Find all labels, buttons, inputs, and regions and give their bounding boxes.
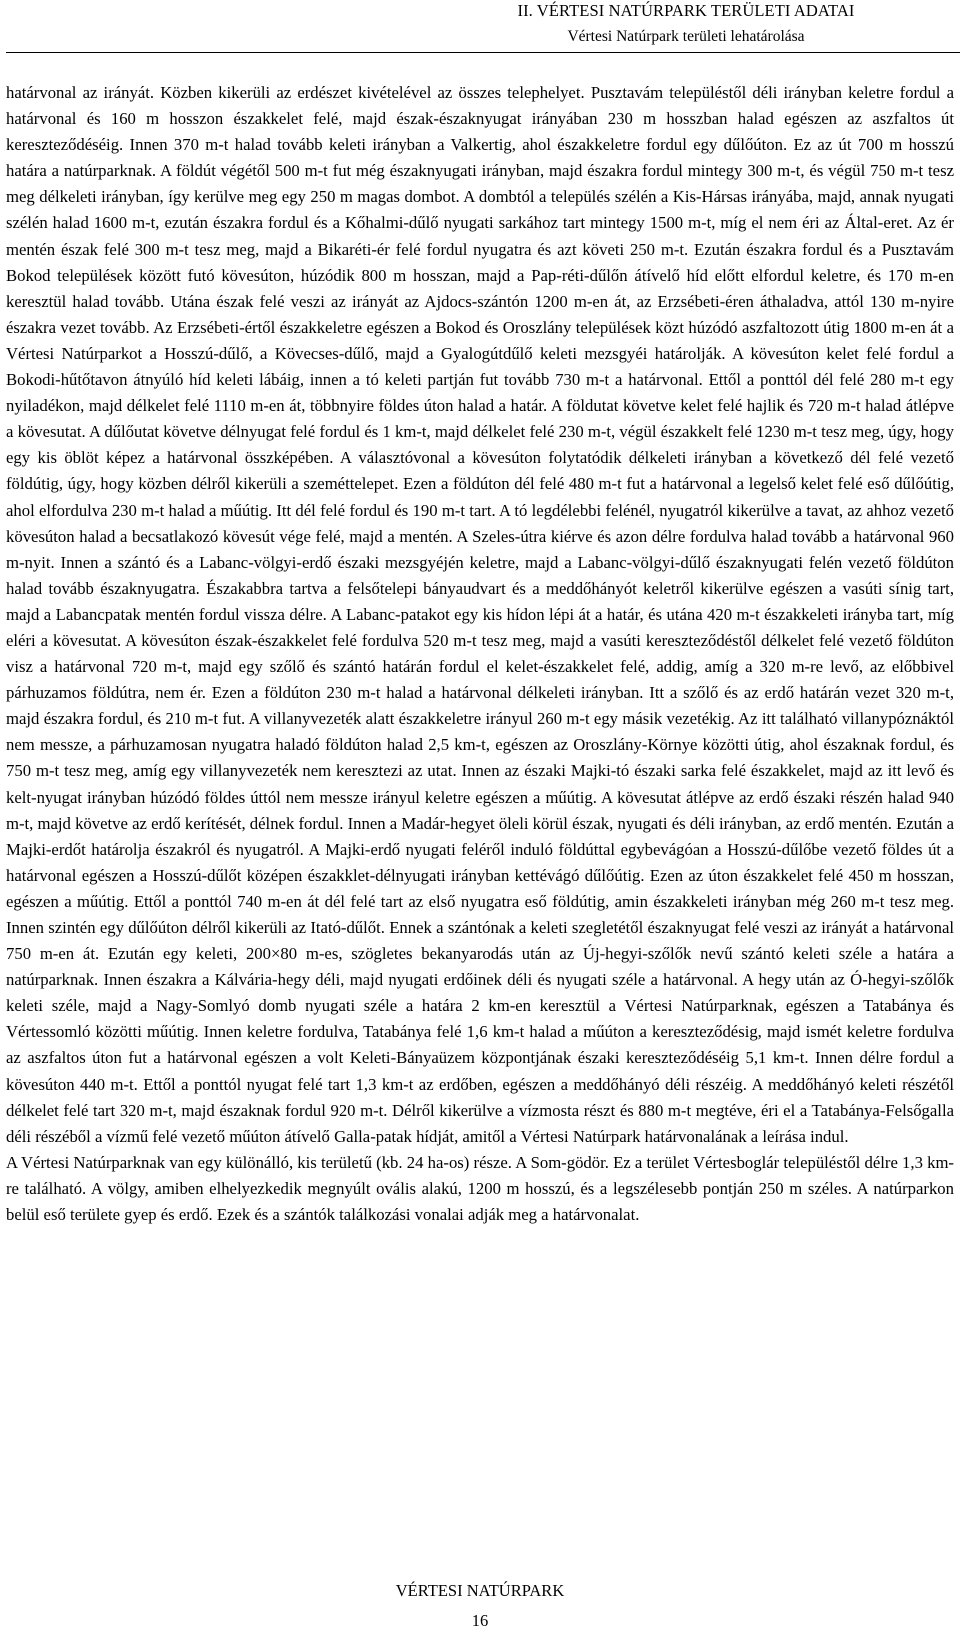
chapter-title: II. VÉRTESI NATÚRPARK TERÜLETI ADATAI xyxy=(517,1,855,20)
section-subtitle: Vértesi Natúrpark területi lehatárolása xyxy=(567,28,805,45)
paragraph-boundary-description: határvonal az irányát. Közben kikerüli az erdészet kivételével az összes telephelyet. Pusztavám településtől déli irányban keletre fordul a határvonal és 160 m hosszon északkelet felé, majd észak-északnyugat irányában 230 m hosszban halad egészen az aszfaltos út kereszteződéséig. Innen 370 m-t halad tovább keleti irányban a Valkertig, ahol északkeletre fordul egy dűlőúton. Ez az út 700 m hosszú határa a natúrparknak. A földút végétől 500 m-t fut még északnyugati irányban, majd északra fordul mintegy 300 m-t, és végül 750 m-t tesz meg délkeleti irányban, így kerülve meg egy 250 m magas dombot. A dombtól a település szélén a Kis-Hársas irányába, majd, annak nyugati szélén halad 1600 m-t, ezután északra fordul és a Kőhalmi-dűlő nyugati sarkához tart mintegy 1500 m-t, míg el nem éri az Által-eret. Az ér mentén észak felé 300 m-t tesz meg, majd a Bikaréti-ér felé fordul nyugatra és azt követi 250 m-t. Ezután északra fordul és a Pusztavám Bokod települések között futó kövesúton, húzódik 800 m hosszan, majd a Pap-réti-dűlőn átívelő híd előtt elfordul keletre, és 170 m-en keresztül halad tovább. Utána észak felé veszi az irányát az Ajdocs-szántón 1200 m-en át, az Erzsébeti-éren áthaladva, attól 130 m-nyire északra vezet tovább. Az Erzsébeti-értől északkeletre egészen a Bokod és Oroszlány települések közt húzódó aszfaltozott útig 1800 m-en át a Vértesi Natúrparkot a Hosszú-dűlő, a Kövecses-dűlő, majd a Gyalogútdűlő keleti mezsgyéi határolják. A kövesúton kelet felé fordul a Bokodi-hűtőtavon átnyúló híd keleti lábáig, innen a tó keleti partján fut tovább 730 m-t a határvonal. Ettől a ponttól dél felé 280 m-t egy nyiladékon, majd délkelet felé 1110 m-en át, többnyire földes úton halad a határ. A földutat követve kelet felé hajlik és 720 m-t halad átlépve a kövesutat. A dűlőutat követve délnyugat felé fordul és 1 km-t, majd délkelet felé 230 m-t, végül északkelt felé 1230 m-t tesz meg, úgy, hogy egy kis öblöt képez a határvonal összképében. A választóvonal a kövesúton folytatódik délkeleti irányban a következő dél felé vezető földútig, úgy, hogy közben délről kikerüli a szeméttelepet. Ezen a földúton dél felé 480 m-t fut a határvonal a legelső kelet felé eső dűlőútig, ahol elfordulva 230 m-t halad a műútig. Itt dél felé fordul és 190 m-t tart. A tó legdélebbi felénél, nyugatról kikerülve a tavat, az ahhoz vezető kövesúton halad a becsatlakozó kövesút vége felé, majd a mentén. A Szeles-útra kiérve és azon délre fordulva halad tovább a határvonal 960 m-nyit. Innen a szántó és a Labanc-völgyi-erdő északi mezsgyéjén keletre, majd a Labanc-völgyi-dűlő északnyugati felén vezető földúton halad tovább északnyugatra. Északabbra tartva a felsőtelepi bányaudvart és a meddőhányót keletről kikerülve egészen a vasúti sínig tart, majd a Labancpatak mentén fordul vissza délre. A Labanc-patakot egy kis hídon lépi át a határ, és utána 420 m-t északkeleti irányba tart, míg eléri a kövesutat. A kövesúton észak-északkelet felé fordulva 520 m-t tesz meg, majd a vasúti kereszteződéstől délkelet felé vezető földúton visz a határvonal 720 m-t, majd egy szőlő és szántó határán fordul el kelet-északkelet felé, addig, amíg a 320 m-re levő, az előbbivel párhuzamos földútra, nem ér. Ezen a földúton 230 m-t halad a határvonal délkeleti irányban. Itt a szőlő és az erdő határán vezet 320 m-t, majd északra fordul, és 210 m-t fut. A villanyvezeték alatt északkeletre irányul 260 m-t egy másik vezetékig. Az itt található villanypóznáktól nem messze, a párhuzamosan nyugatra haladó földúton halad 2,5 km-t, egészen az Oroszlány-Környe közötti útig, ahol északnak fordul, és 750 m-t tesz meg, amíg egy villanyvezeték nem keresztezi az utat. Innen az északi Majki-tó északi sarka felé északkelet, majd az itt levő és kelt-nyugat irányban húzódó földes úttól nem messze irányul keletre egészen a műútig. A kövesutat átlépve az erdő északi részén halad 940 m-t, majd követve az erdő kerítését, délnek fordul. Innen a Madár-hegyet öleli körül észak, nyugati és déli irányban, az erdő mentén. Ezután a Majki-erdőt határolja északról és nyugatról. A Majki-erdő nyugati feléről induló földúttal egybevágóan a Hosszú-dűlőbe vezető földes út a határvonal egészen a Hosszú-dűlőt középen északklet-délnyugati irányban kettévágó dűlőútig. Ezen az úton északkelet felé 450 m hosszan, egészen a műútig. Ettől a ponttól 740 m-en át dél felé tart az első nyugatra eső földútig, amin északkeleti irányban még 260 m-t tesz meg. Innen szintén egy dűlőúton délről kikerüli az Itató-dűlőt. Ennek a szántónak a keleti szegletétől északnyugat felé veszi az irányát a határvonal 750 m-en át. Ezután egy keleti, 200×80 m-es, szögletes bekanyarodás után az Új-hegyi-szőlők nevű szántó keleti széle a határa a natúrparknak. Innen északra a Kálvária-hegy déli, majd nyugati erdőinek déli és nyugati széle a határvonal. A hegy után az Ó-hegyi-szőlők keleti széle, majd a Nagy-Somlyó domb nyugati széle a határa 2 km-en keresztül a Vértesi Natúrparknak, egészen a Tatabánya és Vértessomló közötti műútig. Innen keletre fordulva, Tatabánya felé 1,6 km-t halad a műúton a kereszteződésig, majd ismét keletre fordulva az aszfaltos úton fut a határvonal egészen a volt Keleti-Bányaüzem központjának északi kereszteződéséig 5,1 km-t. Innen délre fordul a kövesúton 440 m-t. Ettől a ponttól nyugat felé tart 1,3 km-t az erdőben, egészen a meddőhányó déli részéig. A meddőhányó keleti részétől délkelet felé tart 320 m-t, majd északnak fordul 920 m-t. Délről kikerülve a vízmosta részt és 880 m-t megtéve, éri el a Tatabánya-Felsőgalla déli részéből a vízmű felé vezető műúton átívelő Galla-patak hídját, amitől a Vértesi Natúrpark határvonalának a leírása indul. xyxy=(6,83,954,1146)
footer-title: VÉRTESI NATÚRPARK xyxy=(395,1581,565,1600)
header-divider xyxy=(6,52,960,53)
paragraph-som-godor: A Vértesi Natúrparknak van egy különálló, kis területű (kb. 24 ha-os) része. A Som-gödör. Ez a terület Vértesboglár településtől délre 1,3 km-re található. A völgy, amiben elhelyezkedik megnyúlt ovális alakú, 1200 m hosszú, és a legszélesebb pontján 250 m széles. A natúrparkon belül eső területe gyep és erdő. Ezek és a szántók találkozási vonalai adják meg a határvonalat. xyxy=(6,1152,954,1225)
page-header xyxy=(436,0,936,48)
page-footer xyxy=(0,1580,960,1632)
page-number: 16 xyxy=(471,1611,489,1630)
body-text xyxy=(6,80,954,1228)
